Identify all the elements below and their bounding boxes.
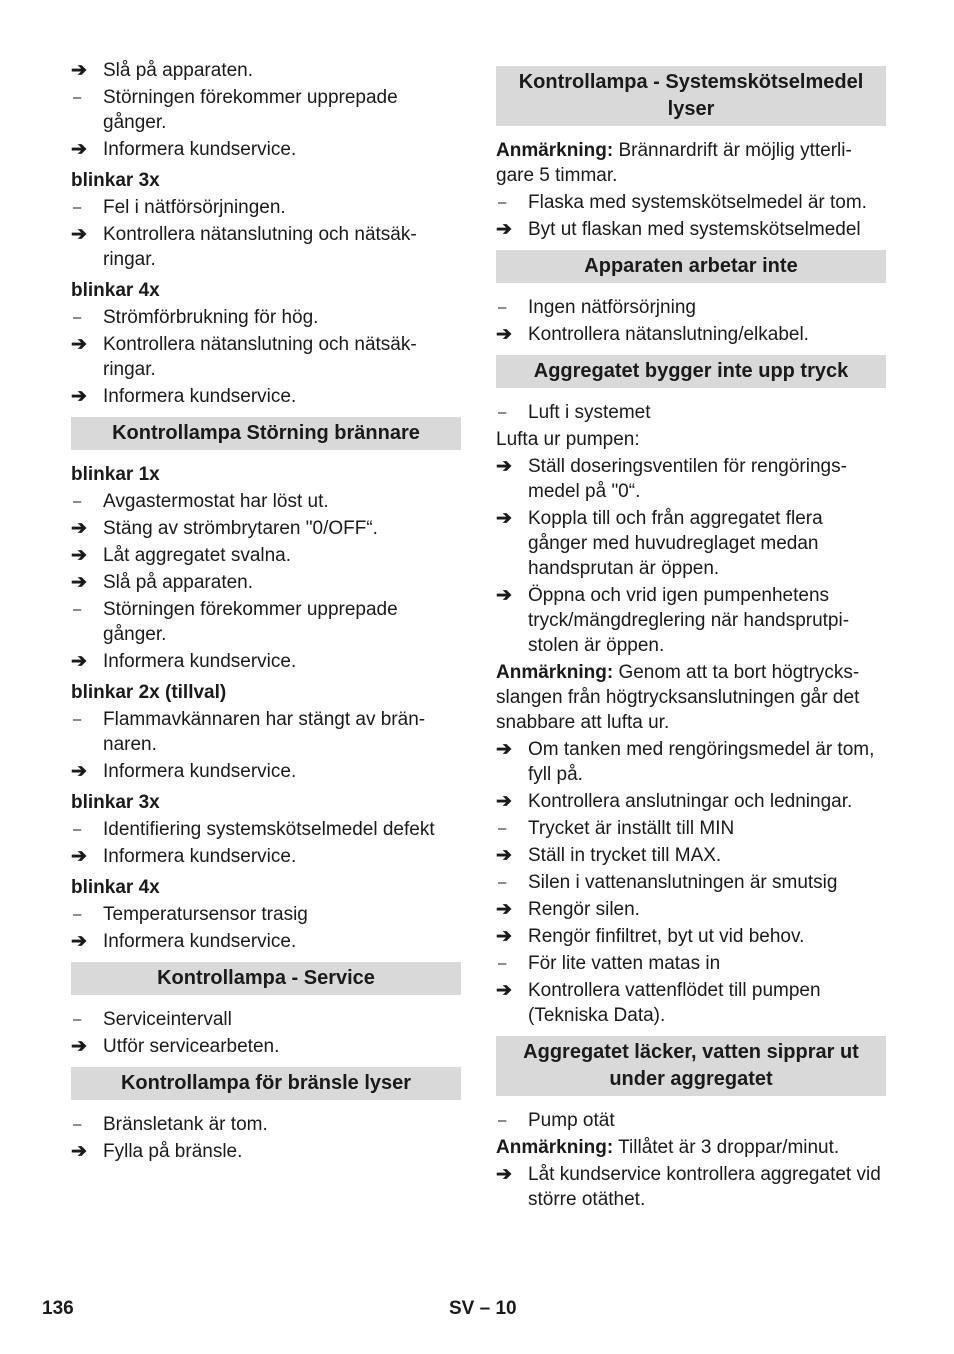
item-text: Silen i vattenanslutningen är smutsig <box>528 872 838 893</box>
right-column <box>496 58 886 1214</box>
note-text: Genom att ta bort högtrycks-slangen från högtrycksanslutningen går det snabbare att lufta ur. <box>496 662 860 733</box>
section-heading: Kontrollampa - Systemskötselmedel lyser <box>496 66 886 126</box>
item-text: Kontrollera nätanslutning/elkabel. <box>528 324 809 345</box>
section-heading: Aggregatet läcker, vatten sipprar ut under aggregatet <box>496 1036 886 1096</box>
item-text: Öppna och vrid igen pumpenhetens tryck/mängdreglering när handsprutpi-stolen är öppen. <box>528 585 850 656</box>
arrow-icon: ➔ <box>71 761 87 782</box>
action-step <box>496 506 886 581</box>
section-heading: Apparaten arbetar inte <box>496 250 886 283</box>
arrow-icon: ➔ <box>496 980 512 1001</box>
arrow-icon: ➔ <box>496 791 512 812</box>
dash-icon: – <box>498 194 507 211</box>
action-step <box>71 649 461 674</box>
action-step <box>496 789 886 814</box>
dash-icon: – <box>498 955 507 972</box>
cause-item <box>71 1112 461 1137</box>
arrow-icon: ➔ <box>496 508 512 529</box>
section-heading: Kontrollampa - Service <box>71 962 461 995</box>
action-step <box>496 1162 886 1212</box>
item-text: Strömförbrukning för hög. <box>103 307 319 328</box>
action-step <box>71 759 461 784</box>
dash-icon: – <box>73 89 82 106</box>
action-step <box>71 384 461 409</box>
cause-item <box>496 190 886 215</box>
note-label: Anmärkning: <box>496 1137 614 1158</box>
cause-item <box>496 1108 886 1133</box>
note <box>496 138 886 188</box>
action-step <box>71 222 461 272</box>
item-text: Identifiering systemskötselmedel defekt <box>103 819 435 840</box>
action-step <box>71 1139 461 1164</box>
cause-item <box>496 951 886 976</box>
dash-icon: – <box>73 493 82 510</box>
cause-item <box>71 597 461 647</box>
arrow-icon: ➔ <box>71 518 87 539</box>
dash-icon: – <box>73 601 82 618</box>
item-text: Pump otät <box>528 1110 615 1131</box>
note <box>496 660 886 735</box>
item-text: Låt aggregatet svalna. <box>103 545 292 566</box>
action-step <box>496 978 886 1028</box>
item-text: Trycket är inställt till MIN <box>528 818 735 839</box>
paragraph: Lufta ur pumpen: <box>496 429 640 450</box>
section-heading: Kontrollampa för bränsle lyser <box>71 1067 461 1100</box>
item-text: Informera kundservice. <box>103 139 297 160</box>
subheading: blinkar 2x (tillval) <box>71 682 227 703</box>
cause-item <box>71 902 461 927</box>
dash-icon: – <box>498 404 507 421</box>
page-number: 136 <box>42 1298 74 1319</box>
arrow-icon: ➔ <box>496 456 512 477</box>
dash-icon: – <box>498 299 507 316</box>
section-heading: Kontrollampa Störning brännare <box>71 417 461 450</box>
arrow-icon: ➔ <box>71 224 87 245</box>
dash-icon: – <box>73 711 82 728</box>
action-step <box>496 843 886 868</box>
action-step <box>71 137 461 162</box>
cause-item <box>496 870 886 895</box>
item-text: Flaska med systemskötselmedel är tom. <box>528 192 867 213</box>
section-heading: Aggregatet bygger inte upp tryck <box>496 355 886 388</box>
action-step <box>71 1034 461 1059</box>
subheading: blinkar 3x <box>71 792 160 813</box>
action-step <box>496 217 886 242</box>
cause-item <box>71 305 461 330</box>
arrow-icon: ➔ <box>71 1036 87 1057</box>
arrow-icon: ➔ <box>71 572 87 593</box>
note-label: Anmärkning: <box>496 662 614 683</box>
arrow-icon: ➔ <box>496 219 512 240</box>
item-text: Informera kundservice. <box>103 931 297 952</box>
item-text: Om tanken med rengöringsmedel är tom, fyll på. <box>528 739 875 785</box>
arrow-icon: ➔ <box>496 899 512 920</box>
subheading: blinkar 4x <box>71 280 160 301</box>
dash-icon: – <box>498 874 507 891</box>
item-text: Rengör silen. <box>528 899 640 920</box>
cause-item <box>71 85 461 135</box>
dash-icon: – <box>73 1011 82 1028</box>
item-text: Byt ut flaskan med systemskötselmedel <box>528 219 861 240</box>
item-text: Slå på apparaten. <box>103 572 254 593</box>
item-text: Låt kundservice kontrollera aggregatet vid större otäthet. <box>528 1164 881 1210</box>
dash-icon: – <box>73 199 82 216</box>
item-text: Temperatursensor trasig <box>103 904 308 925</box>
dash-icon: – <box>73 821 82 838</box>
action-step <box>71 570 461 595</box>
item-text: Kontrollera anslutningar och ledningar. <box>528 791 853 812</box>
item-text: Serviceintervall <box>103 1009 232 1030</box>
dash-icon: – <box>73 309 82 326</box>
action-step <box>496 322 886 347</box>
action-step <box>496 454 886 504</box>
action-step <box>496 583 886 658</box>
arrow-icon: ➔ <box>71 846 87 867</box>
note <box>496 1135 886 1160</box>
item-text: Kontrollera vattenflödet till pumpen (Tekniska Data). <box>528 980 821 1026</box>
cause-item <box>496 400 886 425</box>
cause-item <box>496 816 886 841</box>
action-step <box>496 897 886 922</box>
subheading: blinkar 4x <box>71 877 160 898</box>
arrow-icon: ➔ <box>71 386 87 407</box>
dash-icon: – <box>498 1112 507 1129</box>
item-text: Utför servicearbeten. <box>103 1036 280 1057</box>
dash-icon: – <box>73 1116 82 1133</box>
arrow-icon: ➔ <box>71 139 87 160</box>
arrow-icon: ➔ <box>71 60 87 81</box>
arrow-icon: ➔ <box>71 545 87 566</box>
item-text: Fylla på bränsle. <box>103 1141 243 1162</box>
dash-icon: – <box>73 906 82 923</box>
item-text: Rengör finfiltret, byt ut vid behov. <box>528 926 805 947</box>
arrow-icon: ➔ <box>496 585 512 606</box>
cause-item <box>71 195 461 220</box>
item-text: Informera kundservice. <box>103 651 297 672</box>
action-step <box>71 844 461 869</box>
item-text: Koppla till och från aggregatet flera gånger med huvudreglaget medan handsprutan är öppen. <box>528 508 823 579</box>
item-text: Ställ in trycket till MAX. <box>528 845 722 866</box>
arrow-icon: ➔ <box>496 739 512 760</box>
item-text: Ställ doseringsventilen för rengörings-medel på "0“. <box>528 456 847 502</box>
item-text: Informera kundservice. <box>103 761 297 782</box>
action-step <box>71 543 461 568</box>
item-text: Stäng av strömbrytaren "0/OFF“. <box>103 518 378 539</box>
item-text: För lite vatten matas in <box>528 953 721 974</box>
action-step <box>71 58 461 83</box>
subheading: blinkar 3x <box>71 170 160 191</box>
cause-item <box>71 707 461 757</box>
arrow-icon: ➔ <box>71 1141 87 1162</box>
item-text: Fel i nätförsörjningen. <box>103 197 286 218</box>
arrow-icon: ➔ <box>71 931 87 952</box>
dash-icon: – <box>498 820 507 837</box>
item-text: Avgastermostat har löst ut. <box>103 491 329 512</box>
cause-item <box>71 817 461 842</box>
item-text: Kontrollera nätanslutning och nätsäk-ringar. <box>103 334 417 380</box>
action-step <box>496 924 886 949</box>
arrow-icon: ➔ <box>496 1164 512 1185</box>
subheading: blinkar 1x <box>71 464 160 485</box>
action-step <box>496 737 886 787</box>
note-text: Brännardrift är möjlig ytterli-gare 5 timmar. <box>496 140 852 186</box>
action-step <box>71 332 461 382</box>
note-label: Anmärkning: <box>496 140 614 161</box>
page-code: SV – 10 <box>449 1298 517 1319</box>
arrow-icon: ➔ <box>71 651 87 672</box>
cause-item <box>496 295 886 320</box>
note-text: Tillåtet är 3 droppar/minut. <box>613 1137 840 1158</box>
item-text: Störningen förekommer upprepade gånger. <box>103 599 398 645</box>
item-text: Informera kundservice. <box>103 846 297 867</box>
arrow-icon: ➔ <box>496 324 512 345</box>
item-text: Kontrollera nätanslutning och nätsäk-ringar. <box>103 224 417 270</box>
arrow-icon: ➔ <box>496 926 512 947</box>
item-text: Störningen förekommer upprepade gånger. <box>103 87 398 133</box>
action-step <box>71 516 461 541</box>
item-text: Slå på apparaten. <box>103 60 254 81</box>
item-text: Bränsletank är tom. <box>103 1114 268 1135</box>
cause-item <box>71 1007 461 1032</box>
action-step <box>71 929 461 954</box>
left-column <box>71 58 461 1166</box>
arrow-icon: ➔ <box>496 845 512 866</box>
item-text: Ingen nätförsörjning <box>528 297 696 318</box>
cause-item <box>71 489 461 514</box>
item-text: Flammavkännaren har stängt av brän-naren. <box>103 709 426 755</box>
arrow-icon: ➔ <box>71 334 87 355</box>
item-text: Informera kundservice. <box>103 386 297 407</box>
item-text: Luft i systemet <box>528 402 651 423</box>
